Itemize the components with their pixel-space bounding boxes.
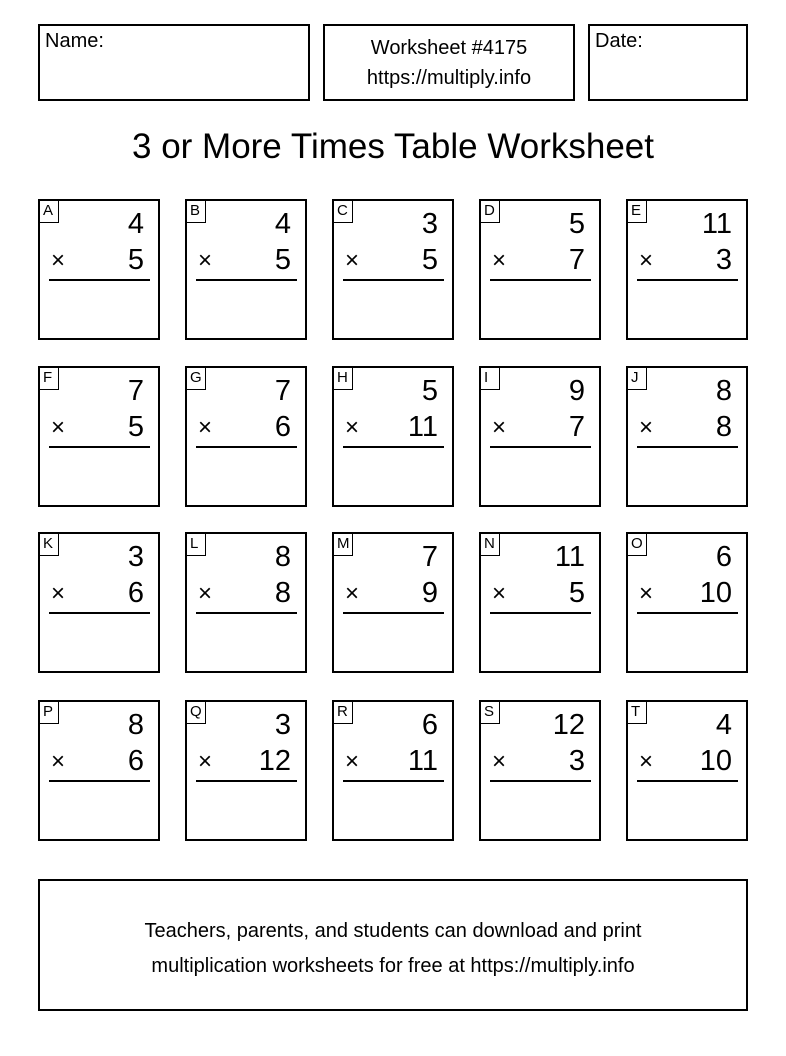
- problem-label: F: [40, 368, 59, 390]
- multiplier: 6: [127, 577, 144, 609]
- answer-rule: [637, 780, 738, 782]
- multiplier: 3: [568, 745, 585, 777]
- problem-label: H: [334, 368, 353, 390]
- problem-label: E: [628, 201, 647, 223]
- multiplicand: 3: [127, 541, 144, 573]
- answer-rule: [343, 612, 444, 614]
- multiply-sign-icon: ×: [492, 247, 507, 274]
- problem-card[interactable]: [479, 199, 601, 340]
- multiplicand: 11: [554, 541, 585, 573]
- multiplier: 8: [715, 411, 732, 443]
- multiply-sign-icon: ×: [51, 247, 66, 274]
- multiply-sign-icon: ×: [639, 748, 654, 775]
- answer-rule: [490, 279, 591, 281]
- problem-label: B: [187, 201, 206, 223]
- multiplicand: 6: [715, 541, 732, 573]
- date-box[interactable]: [588, 24, 748, 101]
- multiply-sign-icon: ×: [198, 580, 213, 607]
- problem-card[interactable]: [185, 532, 307, 673]
- multiplicand: 4: [715, 709, 732, 741]
- answer-rule: [490, 446, 591, 448]
- multiplicand: 7: [274, 375, 291, 407]
- multiplicand: 12: [552, 709, 585, 741]
- multiplicand: 7: [421, 541, 438, 573]
- problem-card[interactable]: [479, 366, 601, 507]
- name-label: Name:: [45, 30, 104, 52]
- problem-label: D: [481, 201, 500, 223]
- answer-rule: [196, 780, 297, 782]
- multiplicand: 6: [421, 709, 438, 741]
- problem-card[interactable]: [185, 700, 307, 841]
- multiplier: 7: [568, 244, 585, 276]
- answer-rule: [343, 279, 444, 281]
- answer-rule: [196, 612, 297, 614]
- problem-card[interactable]: [332, 532, 454, 673]
- multiply-sign-icon: ×: [345, 748, 360, 775]
- footer-line-1: Teachers, parents, and students can download and print: [144, 920, 642, 942]
- problem-label: P: [40, 702, 59, 724]
- multiplicand: 9: [568, 375, 585, 407]
- multiplicand: 3: [274, 709, 291, 741]
- answer-rule: [637, 279, 738, 281]
- multiplicand: 4: [274, 208, 291, 240]
- multiply-sign-icon: ×: [345, 414, 360, 441]
- problem-label: C: [334, 201, 353, 223]
- worksheet-info-box: [323, 24, 575, 101]
- problem-card[interactable]: [38, 199, 160, 340]
- answer-rule: [49, 446, 150, 448]
- answer-rule: [490, 612, 591, 614]
- multiplier: 10: [699, 745, 732, 777]
- multiplicand: 8: [127, 709, 144, 741]
- multiply-sign-icon: ×: [492, 414, 507, 441]
- worksheet-number: Worksheet #4175: [370, 37, 528, 59]
- multiplicand: 5: [421, 375, 438, 407]
- problem-card[interactable]: [38, 366, 160, 507]
- problem-card[interactable]: [332, 199, 454, 340]
- problem-card[interactable]: [626, 199, 748, 340]
- multiply-sign-icon: ×: [51, 580, 66, 607]
- multiplier: 11: [407, 745, 438, 777]
- multiply-sign-icon: ×: [198, 247, 213, 274]
- problem-label: A: [40, 201, 59, 223]
- multiplicand: 11: [701, 208, 732, 240]
- multiplier: 5: [421, 244, 438, 276]
- answer-rule: [196, 446, 297, 448]
- problem-label: O: [628, 534, 647, 556]
- multiply-sign-icon: ×: [639, 247, 654, 274]
- multiplier: 10: [699, 577, 732, 609]
- problem-card[interactable]: [185, 366, 307, 507]
- problem-label: T: [628, 702, 647, 724]
- multiplier: 11: [407, 411, 438, 443]
- problem-card[interactable]: [185, 199, 307, 340]
- problem-card[interactable]: [626, 532, 748, 673]
- multiplicand: 7: [127, 375, 144, 407]
- multiplicand: 4: [127, 208, 144, 240]
- multiplier: 7: [568, 411, 585, 443]
- problem-label: K: [40, 534, 59, 556]
- answer-rule: [196, 279, 297, 281]
- multiplicand: 5: [568, 208, 585, 240]
- problem-card[interactable]: [332, 700, 454, 841]
- multiplier: 5: [274, 244, 291, 276]
- problem-label: G: [187, 368, 206, 390]
- problem-card[interactable]: [38, 700, 160, 841]
- multiplier: 6: [274, 411, 291, 443]
- multiplier: 5: [127, 244, 144, 276]
- answer-rule: [637, 446, 738, 448]
- answer-rule: [49, 612, 150, 614]
- multiply-sign-icon: ×: [492, 580, 507, 607]
- problem-card[interactable]: [38, 532, 160, 673]
- multiplicand: 3: [421, 208, 438, 240]
- multiply-sign-icon: ×: [51, 748, 66, 775]
- multiplier: 5: [568, 577, 585, 609]
- multiplier: 12: [258, 745, 291, 777]
- multiply-sign-icon: ×: [198, 414, 213, 441]
- multiply-sign-icon: ×: [492, 748, 507, 775]
- multiply-sign-icon: ×: [345, 580, 360, 607]
- multiplier: 3: [715, 244, 732, 276]
- problem-card[interactable]: [479, 532, 601, 673]
- answer-rule: [343, 446, 444, 448]
- problem-label: J: [628, 368, 647, 390]
- page-title: 3 or More Times Table Worksheet: [132, 127, 654, 166]
- multiply-sign-icon: ×: [639, 414, 654, 441]
- multiply-sign-icon: ×: [198, 748, 213, 775]
- answer-rule: [343, 780, 444, 782]
- multiplier: 5: [127, 411, 144, 443]
- multiply-sign-icon: ×: [51, 414, 66, 441]
- problem-label: R: [334, 702, 353, 724]
- multiply-sign-icon: ×: [639, 580, 654, 607]
- worksheet-url[interactable]: https://multiply.info: [366, 67, 532, 89]
- multiplier: 6: [127, 745, 144, 777]
- footer-box: [38, 879, 748, 1011]
- problem-card[interactable]: [626, 366, 748, 507]
- name-box[interactable]: [38, 24, 310, 101]
- problem-label: M: [334, 534, 353, 556]
- problem-card[interactable]: [626, 700, 748, 841]
- problem-label: N: [481, 534, 500, 556]
- multiplicand: 8: [715, 375, 732, 407]
- problem-card[interactable]: [479, 700, 601, 841]
- multiplicand: 8: [274, 541, 291, 573]
- multiply-sign-icon: ×: [345, 247, 360, 274]
- answer-rule: [49, 780, 150, 782]
- problem-card[interactable]: [332, 366, 454, 507]
- problem-label: Q: [187, 702, 206, 724]
- answer-rule: [490, 780, 591, 782]
- multiplier: 8: [274, 577, 291, 609]
- footer-line-2: multiplication worksheets for free at https://multiply.info: [151, 955, 635, 977]
- problem-label: S: [481, 702, 500, 724]
- answer-rule: [49, 279, 150, 281]
- multiplier: 9: [421, 577, 438, 609]
- answer-rule: [637, 612, 738, 614]
- problem-label: I: [481, 368, 500, 390]
- problem-label: L: [187, 534, 206, 556]
- date-label: Date:: [595, 30, 643, 52]
